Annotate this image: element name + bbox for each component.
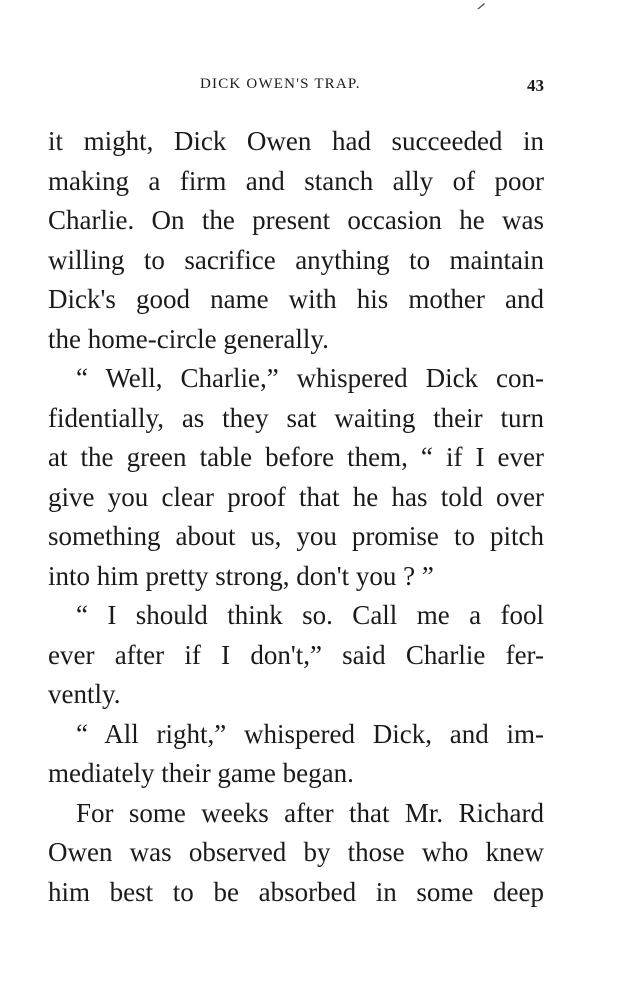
- text-line: at the green table before them, “ if I ever: [48, 442, 544, 472]
- text-line: something about us, you promise to pitch: [48, 521, 544, 551]
- text-line: Charlie. On the present occasion he was: [48, 205, 544, 235]
- text-line: fidentially, as they sat waiting their turn: [48, 402, 544, 433]
- text-line: give you clear proof that he has told over: [48, 481, 544, 512]
- text-line: mediately their game began.: [48, 758, 354, 788]
- page-header: [48, 76, 544, 100]
- text-line: into him pretty strong, don't you ? ”: [48, 560, 434, 591]
- text-line: willing to sacrifice anything to maintain: [48, 244, 544, 275]
- text-line: Owen was observed by those who knew: [48, 837, 544, 867]
- page-number: 43: [527, 76, 544, 95]
- body-text: [48, 122, 544, 912]
- text-line: “ All right,” whispered Dick, and im-: [76, 718, 544, 749]
- text-line: making a firm and stanch ally of poor: [48, 165, 544, 196]
- text-line: “ Well, Charlie,” whispered Dick con-: [76, 363, 544, 393]
- text-line: Dick's good name with his mother and: [48, 284, 544, 314]
- text-line: “ I should think so. Call me a fool: [76, 600, 544, 630]
- running-head: DICK OWEN'S TRAP.: [200, 76, 361, 92]
- text-line: For some weeks after that Mr. Richard: [76, 797, 544, 828]
- pencil-mark-icon: [476, 2, 486, 10]
- text-line: vently.: [48, 679, 121, 709]
- text-line: the home-circle generally.: [48, 323, 329, 354]
- text-line: him best to be absorbed in some deep: [48, 876, 544, 907]
- text-line: it might, Dick Owen had succeeded in: [48, 126, 544, 156]
- text-line: ever after if I don't,” said Charlie fer-: [48, 639, 544, 670]
